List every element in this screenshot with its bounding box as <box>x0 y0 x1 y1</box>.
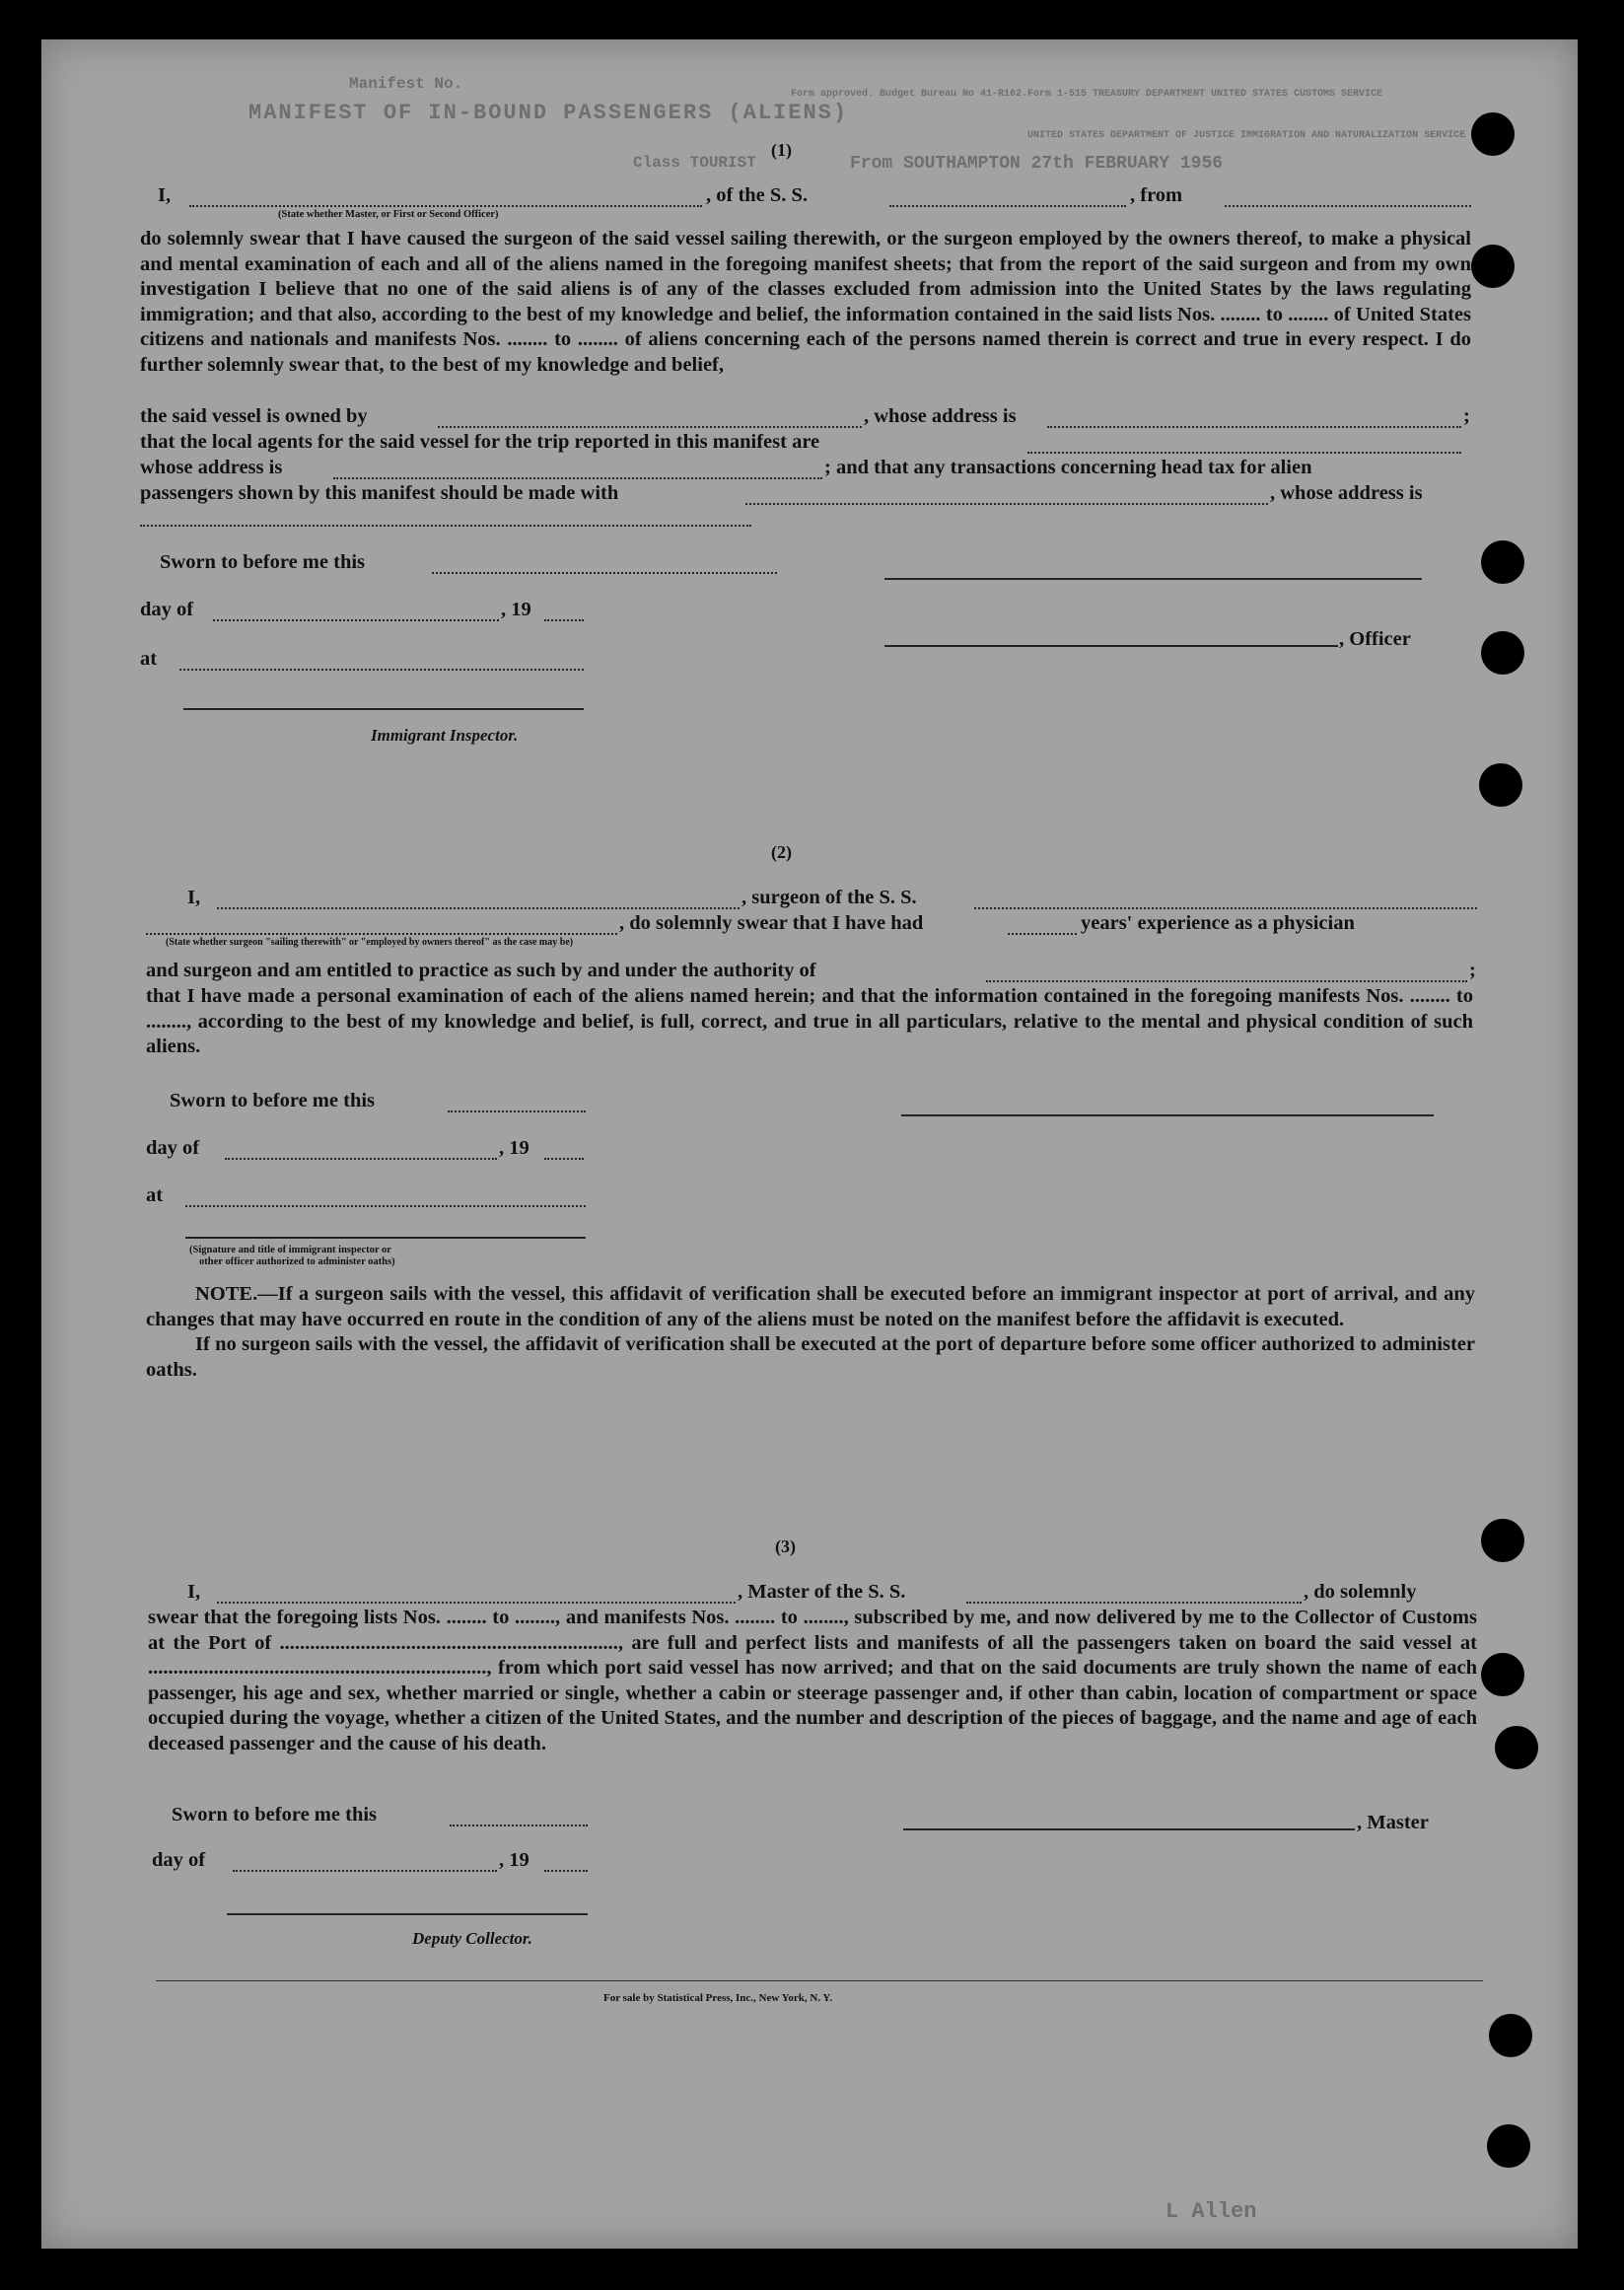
section3-day-field[interactable] <box>233 1856 497 1872</box>
footer-divider <box>156 1980 1483 1981</box>
agent-address-field[interactable] <box>333 464 822 479</box>
inspector-label: Immigrant Inspector. <box>371 726 519 745</box>
section2-inspector-line[interactable] <box>185 1237 586 1239</box>
section2-sworn: Sworn to before me this <box>170 1090 376 1111</box>
punch-hole <box>1471 245 1515 288</box>
punch-hole <box>1487 2124 1530 2168</box>
punch-hole <box>1481 631 1524 675</box>
punch-hole <box>1481 1519 1524 1562</box>
section1-number: (1) <box>771 140 792 160</box>
section1-line1-note: (State whether Master, or First or Second Officer) <box>278 209 499 220</box>
section2-sig-note2: other officer authorized to administer oaths) <box>199 1256 395 1267</box>
section1-body <box>140 227 1471 378</box>
section2-at-field[interactable] <box>185 1191 586 1207</box>
section3-sworn: Sworn to before me this <box>172 1804 378 1825</box>
section1-at-field[interactable] <box>179 655 584 671</box>
punch-hole <box>1495 1726 1538 1769</box>
punch-hole <box>1481 1653 1524 1696</box>
surgeon-signature-line[interactable] <box>901 1114 1434 1116</box>
section1-line1-i: I, <box>158 184 172 206</box>
semicolon: ; <box>1463 405 1470 427</box>
passengers-shown-text: passengers shown by this manifest should be made with <box>140 482 619 504</box>
master-name-field[interactable] <box>189 191 702 207</box>
ghost-form-left: Form approved. Budget Bureau No 41-R162. <box>791 89 1028 100</box>
section3-year-field[interactable] <box>544 1856 588 1872</box>
section1-year: , 19 <box>501 599 531 620</box>
owner-address-field[interactable] <box>1047 412 1461 428</box>
deputy-signature-line[interactable] <box>227 1913 588 1915</box>
agent-address-label: whose address is <box>140 457 283 478</box>
practice-authority-field[interactable] <box>986 966 1467 982</box>
inspector-signature-line[interactable] <box>183 708 584 710</box>
owned-by-label: the said vessel is owned by <box>140 405 368 427</box>
section2-line3: and surgeon and am entitled to practice as such by and under the authority of <box>146 960 816 981</box>
section2-body: that I have made a personal examination of each of the aliens named herein; and that the information contained in the foregoing manifests Nos. ........ to ........, according to the best of my knowledge and belief, is full, correct, and true in all particulars, relative to the mental and physical condition of such aliens. <box>146 985 1473 1057</box>
master-signature-line[interactable] <box>903 1828 1355 1830</box>
officer-label: , Officer <box>1339 628 1411 650</box>
section1-line1-of-ss: , of the S. S. <box>706 184 809 206</box>
section1-sworn: Sworn to before me this <box>160 551 366 573</box>
punch-hole <box>1471 112 1515 156</box>
vessel-name-field[interactable] <box>889 191 1126 207</box>
semicolon: ; <box>1469 960 1476 981</box>
section1-line1-from: , from <box>1130 184 1183 206</box>
section3-vessel-field[interactable] <box>966 1588 1302 1604</box>
section3-day-of: day of <box>152 1849 206 1871</box>
section2-sworn-date-field[interactable] <box>448 1097 586 1112</box>
section3-body: swear that the foregoing lists Nos. ........ to ........, and manifests Nos. ........ to ........, subscribed by me, and now delivered by me to the Collector of Customs at the Port of ..................................................................., are full and perfect lists and manifests of all the passengers taken on board the said vessel at ..................................................................., from which port said vessel has now arrived; and that on the said documents are truly shown the name of each passenger, his age and sex, whether married or single, whether a cabin or steerage passenger and, if other than cabin, location of compartment or space occupied during the voyage, whether a citizen of the United States, and the number and description of the pieces of baggage, and the name and age of each deceased passenger and the cause of his death. <box>148 1607 1477 1754</box>
ghost-justice: UNITED STATES DEPARTMENT OF JUSTICE IMMIGRATION AND NATURALIZATION SERVICE <box>1027 130 1466 141</box>
section2-line2-years: years' experience as a physician <box>1081 912 1355 934</box>
punch-hole <box>1489 2014 1532 2057</box>
party-address-label: , whose address is <box>1270 482 1423 504</box>
section1-day-of: day of <box>140 599 194 620</box>
owner-field[interactable] <box>438 412 862 428</box>
section2-at: at <box>146 1184 164 1206</box>
ghost-class: Class TOURIST <box>633 154 756 172</box>
section3-master-name-field[interactable] <box>217 1588 736 1604</box>
local-agents-field[interactable] <box>1027 438 1461 454</box>
years-experience-field[interactable] <box>1008 919 1077 935</box>
surgeon-name-field[interactable] <box>217 894 740 909</box>
ghost-manifest-no: Manifest No. <box>349 75 463 93</box>
surgeon-type-field[interactable] <box>146 919 617 935</box>
printer-credit: For sale by Statistical Press, Inc., New York, N. Y. <box>603 1992 833 2004</box>
head-tax-text: ; and that any transactions concerning head tax for alien <box>824 457 1312 478</box>
section1-at: at <box>140 648 158 670</box>
ghost-bottom: L Allen <box>1165 2199 1257 2224</box>
section2-sig-note1: (Signature and title of immigrant inspector or <box>189 1245 391 1255</box>
section2-vessel-field[interactable] <box>974 894 1477 909</box>
section2-note <box>146 1282 1475 1383</box>
section2-day-field[interactable] <box>225 1144 497 1160</box>
ghost-form-right: Form 1-515 TREASURY DEPARTMENT UNITED STATES CUSTOMS SERVICE <box>1027 89 1383 100</box>
section2-line1-i: I, <box>187 887 201 908</box>
section1-day-field[interactable] <box>213 606 499 621</box>
from-port-field[interactable] <box>1225 191 1471 207</box>
note-paragraph-1: NOTE.—If a surgeon sails with the vessel, this affidavit of verification shall be executed before an immigrant inspector at port of arrival, and any changes that may have occurred en route in the condition of any of the aliens must be noted on the manifest before the affidavit is executed. <box>146 1283 1475 1330</box>
ghost-from: From SOUTHAMPTON 27th FEBRUARY 1956 <box>850 154 1224 174</box>
section3-line1-master: , Master of the S. S. <box>738 1581 906 1603</box>
section3-master-label: , Master <box>1357 1812 1429 1833</box>
ghost-title: MANIFEST OF IN-BOUND PASSENGERS (ALIENS) <box>248 101 849 125</box>
section2-year: , 19 <box>499 1137 530 1159</box>
local-agents-label: that the local agents for the said vessel for the trip reported in this manifest are <box>140 431 820 453</box>
signature-line[interactable] <box>884 578 1422 580</box>
section3-sworn-date-field[interactable] <box>450 1811 588 1826</box>
head-tax-party-field[interactable] <box>745 489 1268 505</box>
punch-hole <box>1479 763 1522 807</box>
officer-signature-line[interactable] <box>884 645 1338 647</box>
note-paragraph-2: If no surgeon sails with the vessel, the affidavit of verification shall be executed at the port of departure before some officer authorized to administer oaths. <box>146 1333 1475 1381</box>
owner-address-label: , whose address is <box>864 405 1017 427</box>
section3-line1-swear: , do solemnly <box>1304 1581 1417 1603</box>
deputy-label: Deputy Collector. <box>412 1929 532 1948</box>
section1-paragraph: do solemnly swear that I have caused the surgeon of the said vessel sailing therewith, or the surgeon employed by the owners thereof, to make a physical and mental examination of each and all of the aliens named in the foregoing manifest sheets; that from the report of the said surgeon and from my own investigation I believe that no one of the said aliens is of any of the classes excluded from admission into the United States by the laws regulating immigration; and that also, according to the best of my knowledge and belief, the information contained in the said lists Nos. ........ to ........ of United States citizens and nationals and manifests Nos. ........ to ........ of aliens concerning each of the persons named therein is correct and true in every respect. I do further solemnly swear that, to the best of my knowledge and belief, <box>140 228 1471 376</box>
punch-hole <box>1481 540 1524 584</box>
section2-year-field[interactable] <box>544 1144 584 1160</box>
party-address-field[interactable] <box>140 511 751 527</box>
manifest-sheet <box>41 39 1578 2249</box>
section2-day-of: day of <box>146 1137 200 1159</box>
section1-year-field[interactable] <box>544 606 584 621</box>
section2-line1-surgeon: , surgeon of the S. S. <box>741 887 917 908</box>
section2-line2-swear: , do solemnly swear that I have had <box>619 912 924 934</box>
section3-number: (3) <box>775 1537 796 1556</box>
section2-line2-note: (State whether surgeon "sailing therewith" or "employed by owners thereof" as the case may be) <box>166 937 574 948</box>
section3-year: , 19 <box>499 1849 530 1871</box>
section3-line1-i: I, <box>187 1581 201 1603</box>
section1-sworn-date-field[interactable] <box>432 558 777 574</box>
section2-number: (2) <box>771 842 792 862</box>
